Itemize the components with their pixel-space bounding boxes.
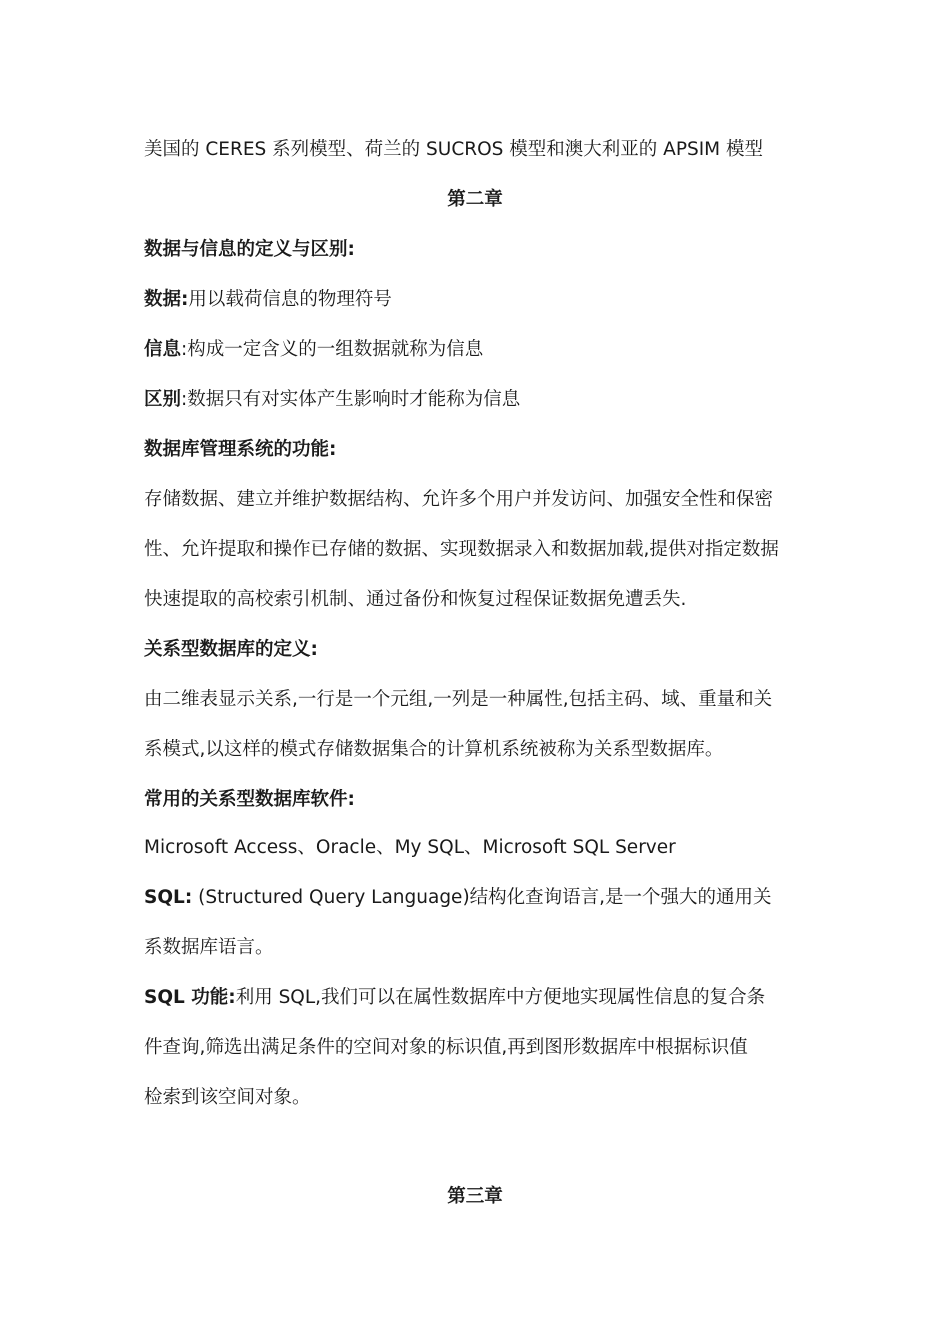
definition-difference bbox=[144, 387, 814, 413]
definition-info bbox=[144, 337, 814, 363]
term-label: 数据: bbox=[144, 289, 189, 310]
definition-sql-function bbox=[144, 985, 814, 1011]
paragraph-line: 存储数据、建立并维护数据结构、允许多个用户并发访问、加强安全性和保密 bbox=[144, 489, 774, 510]
paragraph-line: 系数据库语言。 bbox=[144, 937, 274, 958]
chapter-2-title: 第二章 bbox=[447, 189, 503, 210]
section-heading-software: 常用的关系型数据库软件: bbox=[144, 789, 355, 810]
term-text: 利用 SQL,我们可以在属性数据库中方便地实现属性信息的复合条 bbox=[235, 987, 766, 1008]
section-heading-data-info: 数据与信息的定义与区别: bbox=[144, 239, 355, 260]
paragraph-line: 检索到该空间对象。 bbox=[144, 1087, 311, 1108]
term-text: :构成一定含义的一组数据就称为信息 bbox=[181, 339, 484, 360]
term-text: :数据只有对实体产生影响时才能称为信息 bbox=[181, 389, 521, 410]
definition-data bbox=[144, 287, 814, 313]
term-label: SQL 功能: bbox=[144, 987, 236, 1008]
term-text: (Structured Query Language)结构化查询语言,是一个强大的通用关 bbox=[198, 887, 772, 908]
paragraph-line: 性、允许提取和操作已存储的数据、实现数据录入和数据加载,提供对指定数据 bbox=[144, 539, 779, 560]
term-text: 用以载荷信息的物理符号 bbox=[188, 289, 392, 310]
paragraph-crop-models bbox=[144, 137, 814, 163]
chapter-3-title: 第三章 bbox=[447, 1186, 503, 1207]
section-heading-rdb: 关系型数据库的定义: bbox=[144, 639, 318, 660]
term-label: 区别 bbox=[144, 389, 182, 410]
paragraph-line: 件查询,筛选出满足条件的空间对象的标识值,再到图形数据库中根据标识值 bbox=[144, 1037, 748, 1058]
paragraph-line: 系模式,以这样的模式存储数据集合的计算机系统被称为关系型数据库。 bbox=[144, 739, 724, 760]
term-label: 信息 bbox=[144, 339, 182, 360]
term-label: SQL: bbox=[144, 887, 193, 908]
section-heading-dbms: 数据库管理系统的功能: bbox=[144, 439, 337, 460]
paragraph-line: 由二维表显示关系,一行是一个元组,一列是一种属性,包括主码、域、重量和关 bbox=[144, 689, 773, 710]
definition-sql bbox=[144, 885, 814, 911]
paragraph-line: 快速提取的高校索引机制、通过备份和恢复过程保证数据免遭丢失. bbox=[144, 589, 687, 610]
crop-models-text: 美国的 CERES 系列模型、荷兰的 SUCROS 模型和澳大利亚的 APSIM 模型 bbox=[144, 139, 764, 160]
paragraph-line: Microsoft Access、Oracle、My SQL、Microsoft SQL Server bbox=[144, 837, 676, 858]
